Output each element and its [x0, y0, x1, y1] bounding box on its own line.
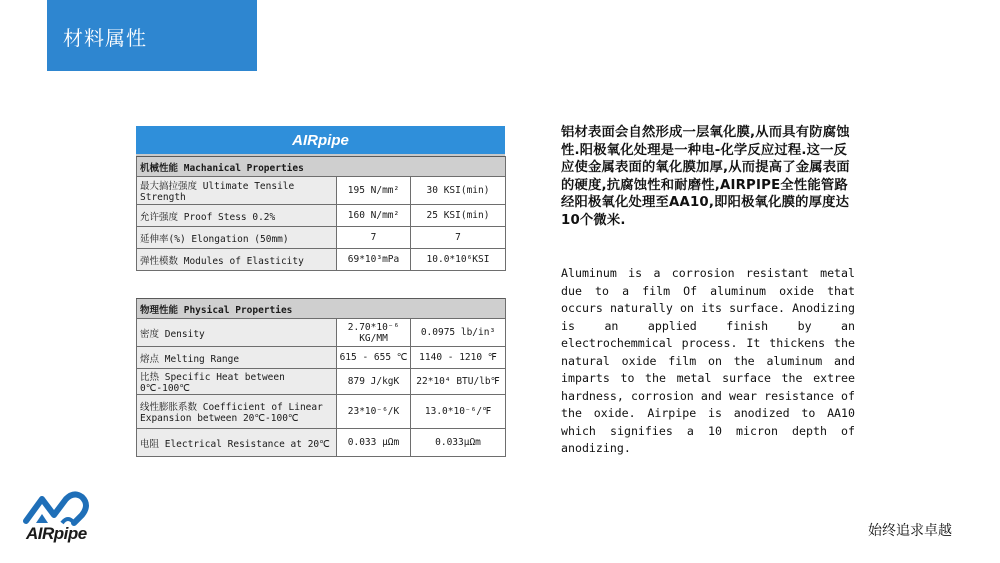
imperial-value: 25 KSI(min) — [411, 205, 506, 227]
imperial-value: 1140 - 1210 ℉ — [411, 347, 506, 369]
table-row — [137, 177, 506, 205]
table-row — [137, 249, 506, 271]
table-row — [137, 347, 506, 369]
row-label: 弹性模数 Modules of Elasticity — [137, 249, 337, 271]
metric-value: 195 N/mm² — [337, 177, 411, 205]
page-title: 材料属性 — [47, 0, 257, 71]
metric-value: 160 N/mm² — [337, 205, 411, 227]
imperial-value: 10.0*10⁶KSI — [411, 249, 506, 271]
metric-value: 7 — [337, 227, 411, 249]
slogan: 始终追求卓越 — [868, 523, 952, 539]
metric-value: 615 - 655 ℃ — [337, 347, 411, 369]
mechanical-section-title: 机械性能 Machanical Properties — [137, 157, 506, 177]
metric-value: 23*10⁻⁶/K — [337, 395, 411, 429]
imperial-value: 13.0*10⁻⁶/℉ — [411, 395, 506, 429]
row-label: 比热 Specific Heat between 0℃-100℃ — [137, 369, 337, 395]
metric-value: 69*10³mPa — [337, 249, 411, 271]
english-description: Aluminum is a corrosion resistant metal due to a film Of aluminum oxide that occurs naturally on its surface. Anodizing is an applied finish by an electrochemmical process. It thickens the natural oxide film on the aluminum and imparts to the metal surface the extree hardness, corrosion and wear resistance of the oxide. Airpipe is anodized to AA10 which signifies a 10 micron depth of anodizing. — [561, 266, 855, 455]
table-row — [137, 395, 506, 429]
row-label: 延伸率(%) Elongation (50mm) — [137, 227, 337, 249]
physical-properties-table — [136, 298, 505, 457]
row-label: 熔点 Melting Range — [137, 347, 337, 369]
row-label: 线性膨胀系数 Coefficient of Linear Expansion between 20℃-100℃ — [137, 395, 337, 429]
row-label: 电阻 Electrical Resistance at 20℃ — [137, 429, 337, 457]
physical-section-title: 物理性能 Physical Properties — [137, 299, 506, 319]
imperial-value: 22*10⁴ BTU/lb℉ — [411, 369, 506, 395]
metric-value: 879 J/kgK — [337, 369, 411, 395]
table-row — [137, 319, 506, 347]
imperial-value: 7 — [411, 227, 506, 249]
row-label: 密度 Density — [137, 319, 337, 347]
table-row — [137, 205, 506, 227]
imperial-value: 30 KSI(min) — [411, 177, 506, 205]
chinese-description: 铝材表面会自然形成一层氧化膜,从而具有防腐蚀性.阳极氧化处理是一种电-化学反应过程.这一反应使金属表面的氧化膜加厚,从而提高了金属表面的硬度,抗腐蚀性和耐磨性,AIRPIPE全性能管路经阳极氧化处理至AA10,即阳极氧化膜的厚度达10个微米. — [561, 125, 850, 228]
imperial-value: 0.0975 lb/in³ — [411, 319, 506, 347]
row-label: 允许强度 Proof Stess 0.2% — [137, 205, 337, 227]
table-row — [137, 227, 506, 249]
mechanical-properties-table — [136, 126, 505, 271]
table-row — [137, 429, 506, 457]
brand-logo-text: AIRpipe — [26, 524, 87, 543]
row-label: 最大搞拉强度 Ultimate Tensile Strength — [137, 177, 337, 205]
table-brand-header: AIRpipe — [136, 126, 505, 156]
metric-value: 2.70*10⁻⁶ KG/MM — [337, 319, 411, 347]
metric-value: 0.033 μΩm — [337, 429, 411, 457]
imperial-value: 0.033μΩm — [411, 429, 506, 457]
table-row — [137, 369, 506, 395]
